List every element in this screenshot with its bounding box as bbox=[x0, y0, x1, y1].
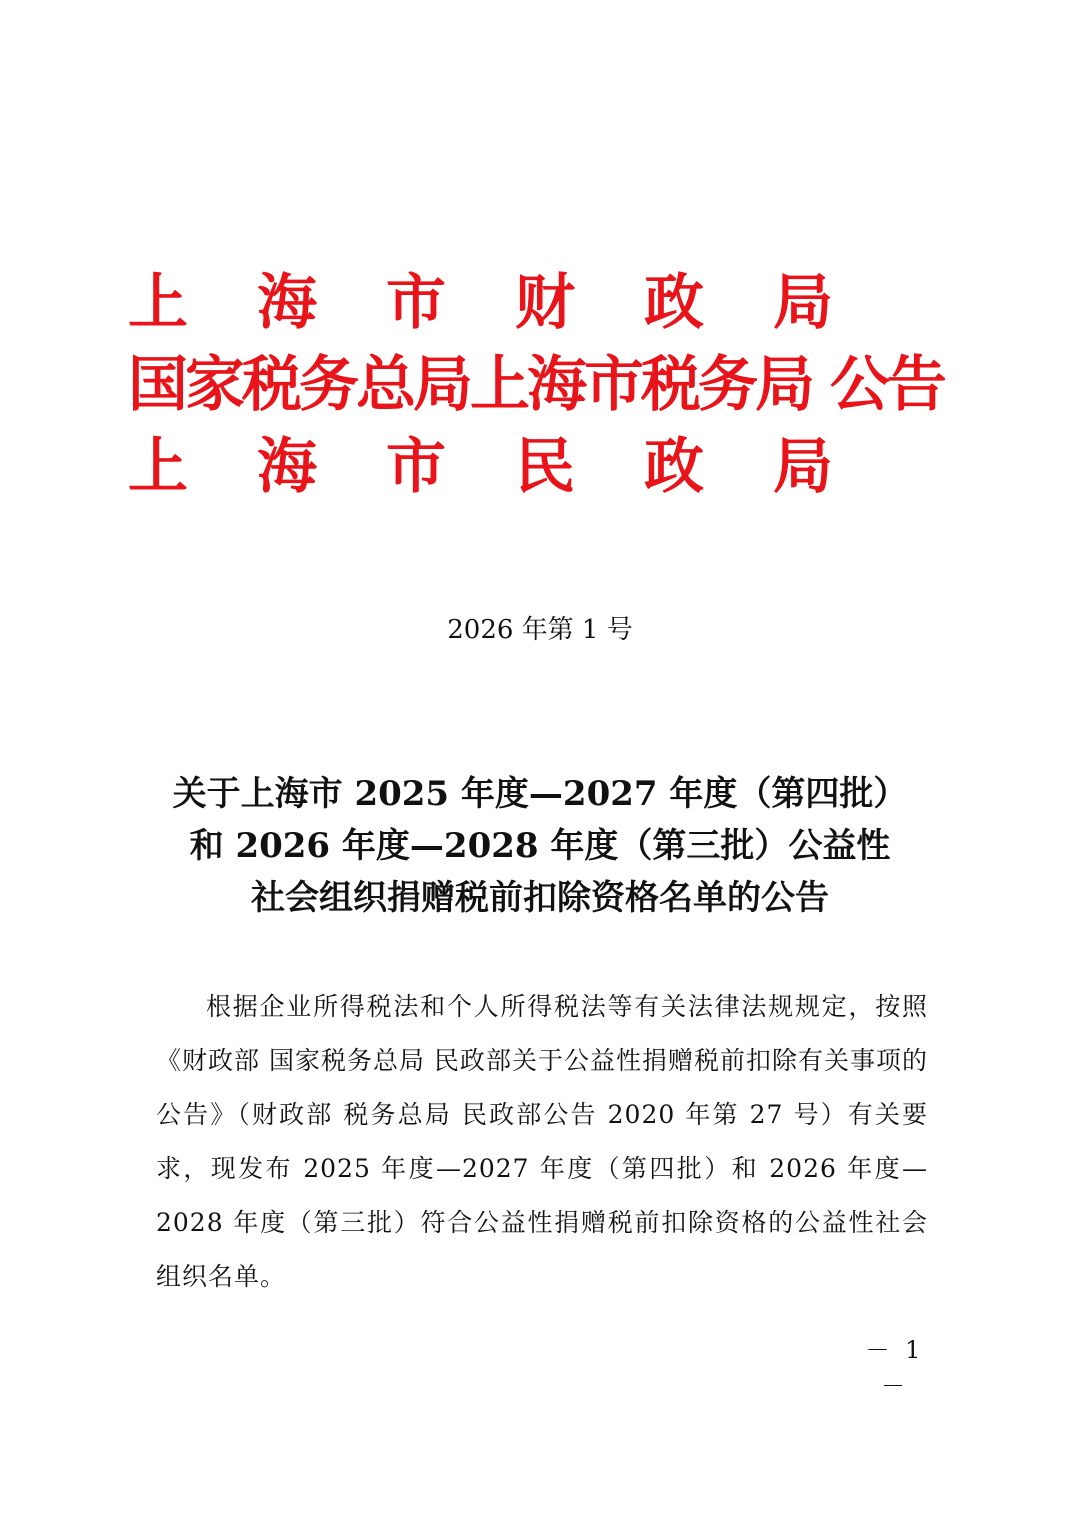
header-char: 市 bbox=[386, 268, 446, 338]
header-char: 市 bbox=[386, 432, 446, 502]
header-char: 上 bbox=[128, 432, 188, 502]
page-number: － 1 － bbox=[865, 1336, 925, 1400]
header-char: 海 bbox=[257, 432, 317, 502]
header-char: 上 bbox=[128, 268, 188, 338]
header-char: 民 bbox=[515, 432, 575, 502]
title-line-3: 社会组织捐赠税前扣除资格名单的公告 bbox=[251, 878, 829, 918]
issue-number: 2026 年第 1 号 bbox=[447, 615, 633, 645]
header-char: 政 bbox=[644, 268, 704, 338]
title-line-2: 和 2026 年度—2028 年度（第三批）公益性 bbox=[189, 826, 891, 866]
header-shanghai-finance-bureau bbox=[128, 262, 1028, 344]
document-title bbox=[0, 768, 1080, 924]
title-line-1: 关于上海市 2025 年度—2027 年度（第四批） bbox=[172, 774, 908, 814]
document-header bbox=[128, 262, 1028, 508]
header-char: 政 bbox=[644, 432, 704, 502]
body-paragraph: 根据企业所得税法和个人所得税法等有关法律法规规定，按照《财政部 国家税务总局 民政部关于公益性捐赠税前扣除有关事项的公告》（财政部 税务总局 民政部公告 2020 年第 27 号）有关要求，现发布 2025 年度—2027 年度（第四批）和 2026 年度—2028 年度（第三批）符合公益性捐赠税前扣除资格的公益性社会组织名单。 bbox=[156, 992, 928, 1291]
header-char: 局 bbox=[773, 432, 833, 502]
header-char: 局 bbox=[773, 268, 833, 338]
header-tax-bureau-announcement: 国家税务总局上海市税务局 公告 bbox=[128, 350, 944, 420]
header-char: 财 bbox=[515, 268, 575, 338]
header-char: 海 bbox=[257, 268, 317, 338]
header-shanghai-civil-affairs-bureau bbox=[128, 426, 1028, 508]
